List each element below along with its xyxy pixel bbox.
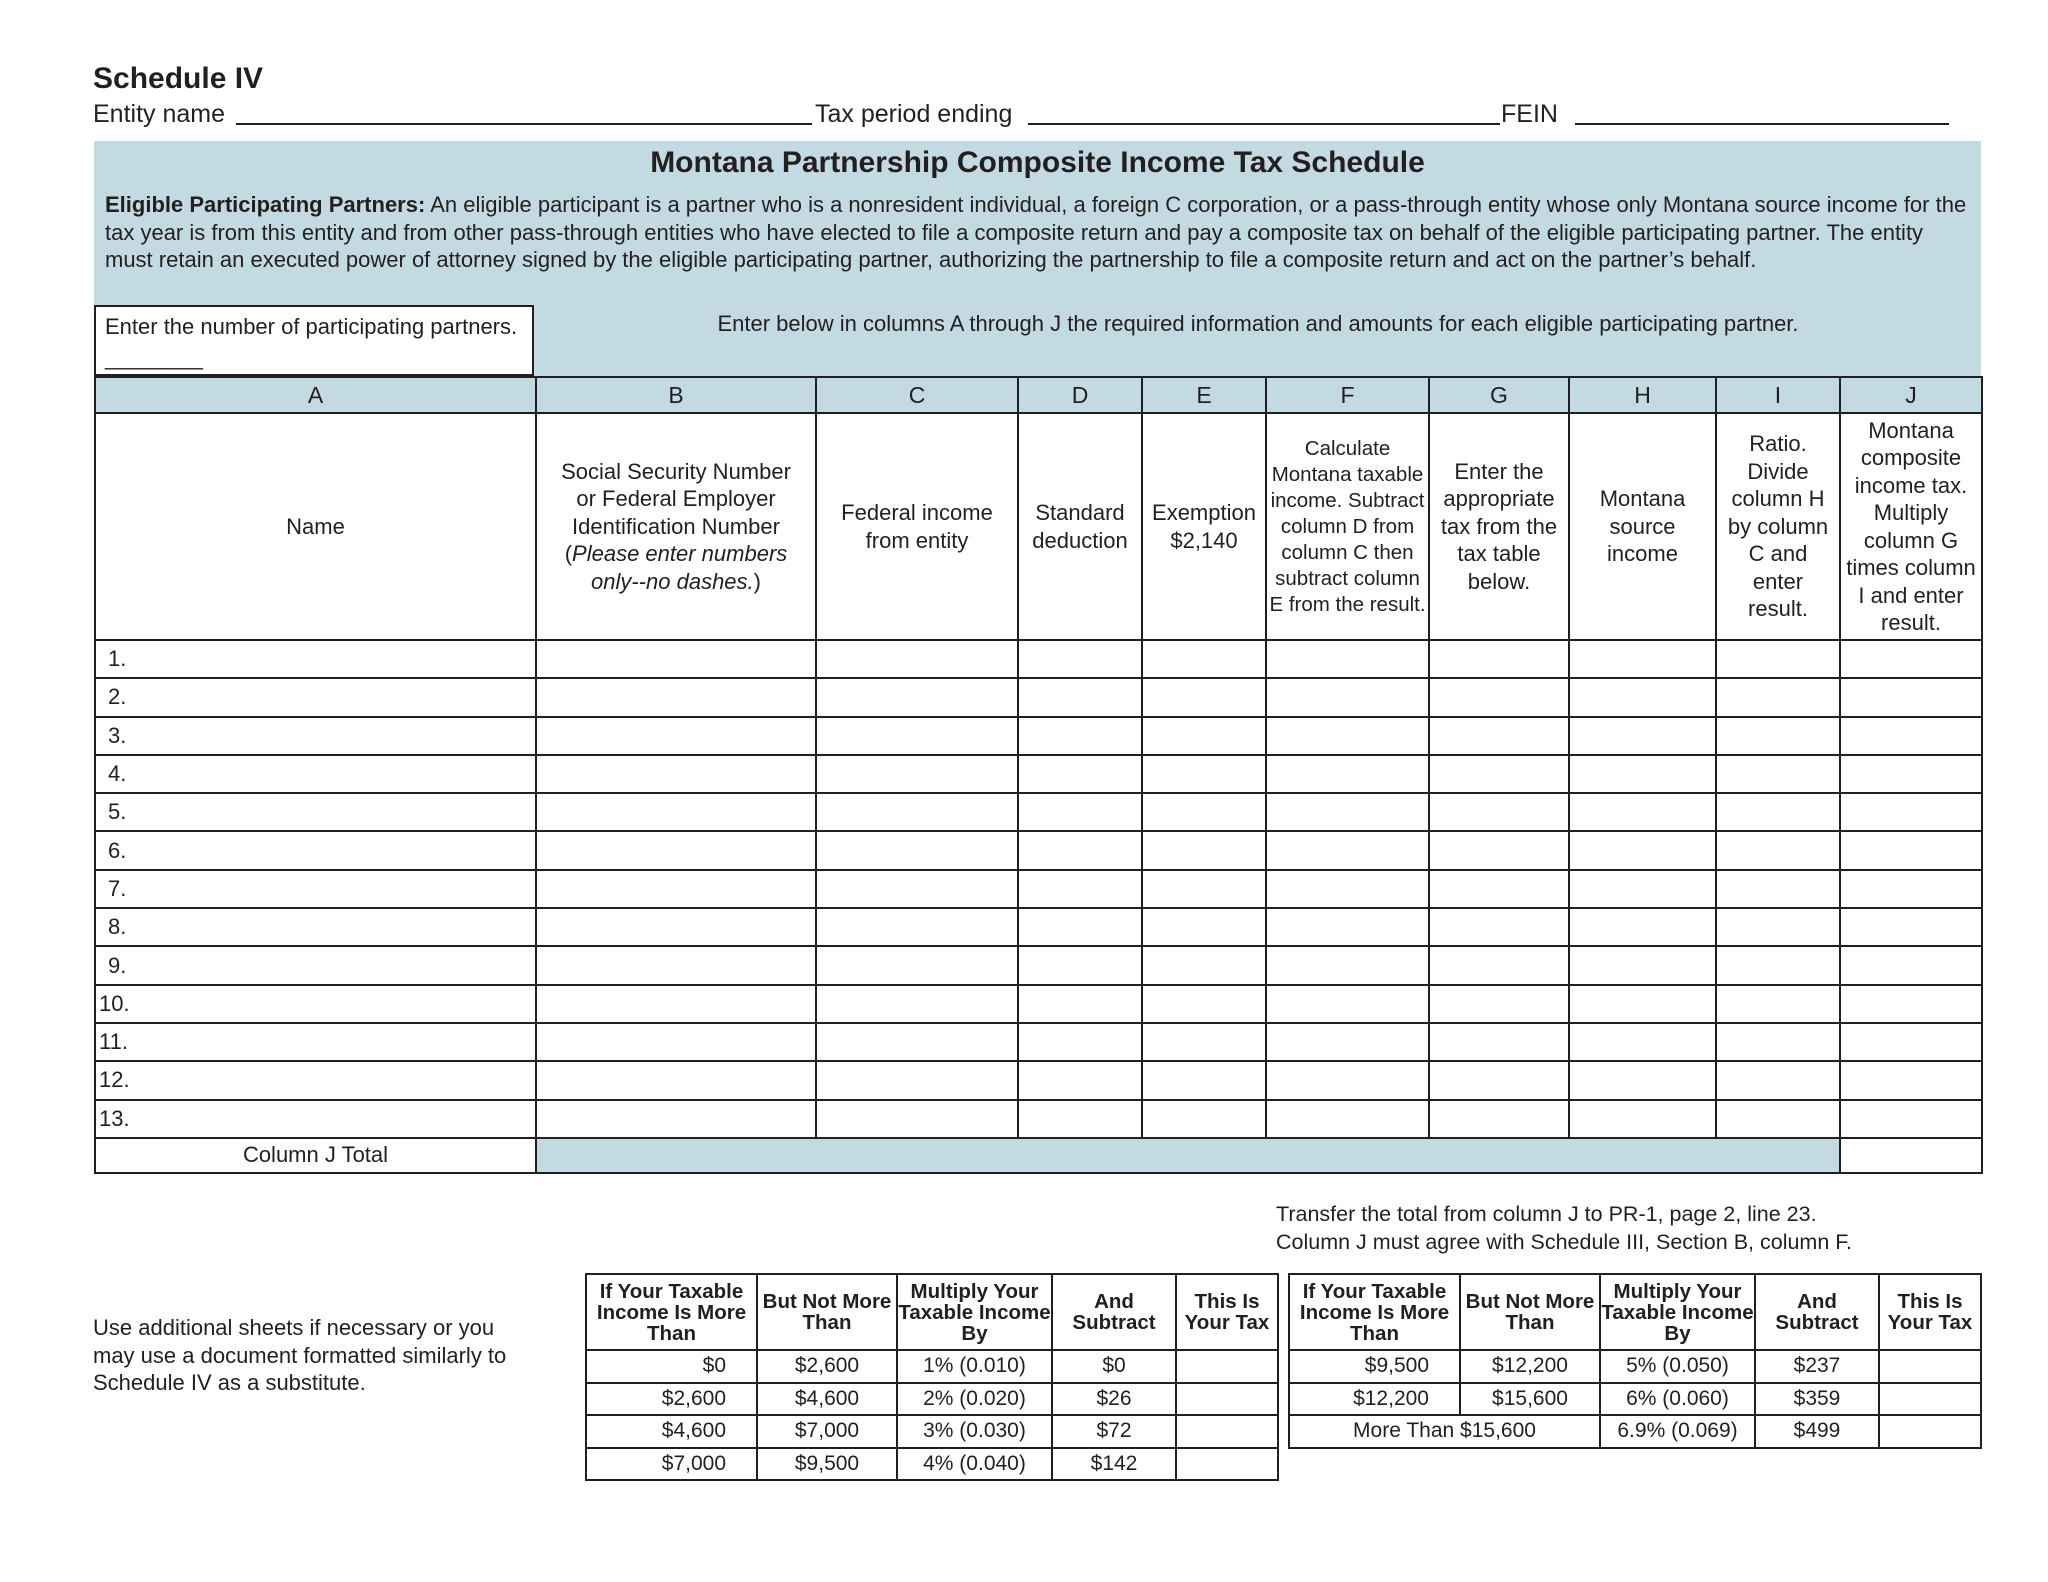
- cell[interactable]: [816, 831, 1018, 869]
- cell[interactable]: [1716, 793, 1840, 831]
- entity-name-label: Entity name: [93, 100, 226, 128]
- col-letter-i: I: [1716, 377, 1840, 413]
- cell[interactable]: [1142, 755, 1266, 793]
- cell[interactable]: [1569, 1100, 1716, 1138]
- cell[interactable]: [1142, 793, 1266, 831]
- th-subtract: And Subtract: [1052, 1274, 1176, 1350]
- cell[interactable]: [1569, 985, 1716, 1023]
- fein-field[interactable]: [1575, 101, 1949, 125]
- cell[interactable]: [536, 1100, 816, 1138]
- cell[interactable]: [1266, 1023, 1429, 1061]
- cell[interactable]: [1266, 755, 1429, 793]
- cell[interactable]: [1716, 1100, 1840, 1138]
- cell[interactable]: [1266, 717, 1429, 755]
- th-your-tax: This Is Your Tax: [1879, 1274, 1981, 1350]
- more-than-last: More Than $15,600: [1289, 1415, 1600, 1448]
- cell[interactable]: [536, 1023, 816, 1061]
- cell[interactable]: [1840, 908, 1982, 946]
- not-more-than: $15,600: [1460, 1383, 1600, 1416]
- your-tax-field[interactable]: [1176, 1350, 1278, 1383]
- cell[interactable]: [1266, 946, 1429, 984]
- cell[interactable]: [1429, 640, 1569, 678]
- tax-table-row: [586, 1448, 1278, 1481]
- table-row: [95, 1061, 1982, 1099]
- cell[interactable]: [1840, 755, 1982, 793]
- cell[interactable]: [1429, 870, 1569, 908]
- cell[interactable]: [816, 1061, 1018, 1099]
- table-row: [95, 1100, 1982, 1138]
- cell[interactable]: [536, 985, 816, 1023]
- table-row: [95, 870, 1982, 908]
- cell[interactable]: [1429, 1023, 1569, 1061]
- column-j-total-label: Column J Total: [95, 1138, 536, 1173]
- cell[interactable]: [536, 870, 816, 908]
- cell[interactable]: [536, 717, 816, 755]
- your-tax-field[interactable]: [1879, 1415, 1981, 1448]
- cell[interactable]: [1429, 985, 1569, 1023]
- cell[interactable]: [1429, 793, 1569, 831]
- subtract: $72: [1052, 1415, 1176, 1448]
- rate: 3% (0.030): [897, 1415, 1052, 1448]
- th-not-more-than: But Not More Than: [757, 1274, 897, 1350]
- cell[interactable]: [1716, 1061, 1840, 1099]
- cell[interactable]: [1142, 640, 1266, 678]
- th-your-tax: This Is Your Tax: [1176, 1274, 1278, 1350]
- header-ratio: Ratio. Divide column H by column C and enter result.: [1716, 413, 1840, 640]
- cell[interactable]: [1018, 985, 1142, 1023]
- cell[interactable]: [1569, 640, 1716, 678]
- subtract: $359: [1755, 1383, 1879, 1416]
- col-letter-b: B: [536, 377, 816, 413]
- eligible-partners-label: Eligible Participating Partners:: [105, 192, 426, 217]
- cell[interactable]: [1142, 1023, 1266, 1061]
- partners-table: [94, 376, 1983, 1174]
- cell[interactable]: [816, 755, 1018, 793]
- tax-period-field[interactable]: [1028, 101, 1500, 125]
- cell[interactable]: [1142, 908, 1266, 946]
- form-title: Montana Partnership Composite Income Tax Schedule: [650, 146, 1425, 179]
- column-headers-row: [95, 413, 1982, 640]
- transfer-note-line2: Column J must agree with Schedule III, Section B, column F.: [1276, 1230, 1852, 1254]
- row-number[interactable]: 12.: [95, 1061, 536, 1099]
- not-more-than: $9,500: [757, 1448, 897, 1481]
- subtract: $499: [1755, 1415, 1879, 1448]
- rate: 2% (0.020): [897, 1383, 1052, 1416]
- num-partners-text: [105, 311, 525, 373]
- cell[interactable]: [1840, 793, 1982, 831]
- col-letter-f: F: [1266, 377, 1429, 413]
- cell[interactable]: [1266, 793, 1429, 831]
- cell[interactable]: [1142, 831, 1266, 869]
- row-number[interactable]: 13.: [95, 1100, 536, 1138]
- not-more-than: $4,600: [757, 1383, 897, 1416]
- cell[interactable]: [1569, 678, 1716, 716]
- subtract: $142: [1052, 1448, 1176, 1481]
- cell[interactable]: [1018, 908, 1142, 946]
- rate: 4% (0.040): [897, 1448, 1052, 1481]
- row-number[interactable]: 8.: [95, 908, 536, 946]
- th-multiply: Multiply Your Taxable Income By: [897, 1274, 1052, 1350]
- cell[interactable]: [1018, 946, 1142, 984]
- cell[interactable]: [1840, 831, 1982, 869]
- cell[interactable]: [1716, 678, 1840, 716]
- tax-period-label: Tax period ending: [815, 100, 1013, 128]
- rate: 6.9% (0.069): [1600, 1415, 1755, 1448]
- cell[interactable]: [1840, 640, 1982, 678]
- not-more-than: $2,600: [757, 1350, 897, 1383]
- cell[interactable]: [1018, 640, 1142, 678]
- cell[interactable]: [536, 946, 816, 984]
- tax-table-row: [1289, 1383, 1981, 1416]
- table-row: [95, 793, 1982, 831]
- row-number[interactable]: 10.: [95, 985, 536, 1023]
- col-letter-e: E: [1142, 377, 1266, 413]
- subtract: $0: [1052, 1350, 1176, 1383]
- eligible-partners-body: An eligible participant is a partner who is a nonresident individual, a foreign C corporation, or a pass-through entity whose only Montana source income for the tax year is from this entity and from other pass-through entities who have elected to file a composite return and pay a composite tax on behalf of the eligible participating partner. The entity must retain an executed power of attorney signed by the eligible participating partner, authorizing the partnership to file a composite return and act on the partner’s behalf.: [105, 192, 1967, 272]
- table-row: [95, 946, 1982, 984]
- more-than: $7,000: [586, 1448, 757, 1481]
- header-ssn-text: Social Security Number or Federal Employer Identification Number (: [561, 458, 791, 567]
- subtract: $237: [1755, 1350, 1879, 1383]
- cell[interactable]: [1569, 755, 1716, 793]
- row-number[interactable]: 4.: [95, 755, 536, 793]
- tax-table-row: [1289, 1350, 1981, 1383]
- cell[interactable]: [1840, 870, 1982, 908]
- cell[interactable]: [1266, 1061, 1429, 1099]
- cell[interactable]: [1569, 946, 1716, 984]
- cell[interactable]: [536, 755, 816, 793]
- cell[interactable]: [1569, 793, 1716, 831]
- cell[interactable]: [1266, 908, 1429, 946]
- more-than: $12,200: [1289, 1383, 1460, 1416]
- cell[interactable]: [1569, 1061, 1716, 1099]
- cell[interactable]: [1569, 870, 1716, 908]
- table-row: [95, 831, 1982, 869]
- row-number[interactable]: 6.: [95, 831, 536, 869]
- your-tax-field[interactable]: [1176, 1383, 1278, 1416]
- cell[interactable]: [536, 793, 816, 831]
- cell[interactable]: [1569, 831, 1716, 869]
- your-tax-field[interactable]: [1879, 1350, 1981, 1383]
- cell[interactable]: [1840, 717, 1982, 755]
- fein-label: FEIN: [1501, 100, 1558, 128]
- cell[interactable]: [1266, 985, 1429, 1023]
- cell[interactable]: [1716, 870, 1840, 908]
- row-number[interactable]: 7.: [95, 870, 536, 908]
- cell[interactable]: [816, 1023, 1018, 1061]
- table-row: [95, 908, 1982, 946]
- cell[interactable]: [1266, 1100, 1429, 1138]
- cell[interactable]: [1266, 831, 1429, 869]
- cell[interactable]: [1142, 678, 1266, 716]
- cell[interactable]: [1840, 1023, 1982, 1061]
- col-letter-a: A: [95, 377, 536, 413]
- column-letters-row: [95, 377, 1982, 413]
- schedule-title: Schedule IV: [93, 62, 264, 95]
- col-letter-j: J: [1840, 377, 1982, 413]
- row-number[interactable]: 3.: [95, 717, 536, 755]
- cell[interactable]: [1840, 678, 1982, 716]
- cell[interactable]: [816, 1100, 1018, 1138]
- cell[interactable]: [1429, 831, 1569, 869]
- cell[interactable]: [1266, 640, 1429, 678]
- cell[interactable]: [1429, 946, 1569, 984]
- row-number[interactable]: 9.: [95, 946, 536, 984]
- tax-table-right: [1288, 1273, 1982, 1449]
- tax-table-header: [586, 1274, 1278, 1350]
- cell[interactable]: [1266, 678, 1429, 716]
- total-row: [95, 1138, 1982, 1173]
- cell[interactable]: [1429, 717, 1569, 755]
- cell[interactable]: [1716, 946, 1840, 984]
- cell[interactable]: [1840, 985, 1982, 1023]
- transfer-note-line1: Transfer the total from column J to PR-1, page 2, line 23.: [1276, 1202, 1817, 1226]
- cell[interactable]: [1716, 908, 1840, 946]
- cell[interactable]: [1716, 831, 1840, 869]
- your-tax-field[interactable]: [1176, 1448, 1278, 1481]
- cell[interactable]: [1840, 1061, 1982, 1099]
- cell[interactable]: [1018, 755, 1142, 793]
- cell[interactable]: [1266, 870, 1429, 908]
- row-number[interactable]: 1.: [95, 640, 536, 678]
- row-number[interactable]: 11.: [95, 1023, 536, 1061]
- cell[interactable]: [1716, 717, 1840, 755]
- cell[interactable]: [1569, 908, 1716, 946]
- additional-sheets-note: Use additional sheets if necessary or you may use a document formatted similarly to Schedule IV as a substitute.: [93, 1315, 507, 1395]
- th-multiply: Multiply Your Taxable Income By: [1600, 1274, 1755, 1350]
- cell[interactable]: [1716, 640, 1840, 678]
- cell[interactable]: [1716, 755, 1840, 793]
- cell[interactable]: [1018, 1100, 1142, 1138]
- cell[interactable]: [1429, 755, 1569, 793]
- tax-table-row: [586, 1383, 1278, 1416]
- total-shaded-area: [536, 1138, 1840, 1173]
- cell[interactable]: [1142, 1100, 1266, 1138]
- cell[interactable]: [1018, 717, 1142, 755]
- table-row: [95, 717, 1982, 755]
- col-letter-c: C: [816, 377, 1018, 413]
- more-than: $0: [586, 1350, 757, 1383]
- cell[interactable]: [536, 640, 816, 678]
- cell[interactable]: [1429, 1100, 1569, 1138]
- cell[interactable]: [536, 678, 816, 716]
- column-j-total-field[interactable]: [1840, 1138, 1982, 1173]
- header-ssn-fein: [536, 413, 816, 640]
- cell[interactable]: [1716, 985, 1840, 1023]
- cell[interactable]: [1018, 1061, 1142, 1099]
- table-row: [95, 985, 1982, 1023]
- more-than: $9,500: [1289, 1350, 1460, 1383]
- cell[interactable]: [1142, 717, 1266, 755]
- cell[interactable]: [816, 793, 1018, 831]
- cell[interactable]: [816, 985, 1018, 1023]
- col-letter-d: D: [1018, 377, 1142, 413]
- transfer-note: [1276, 1200, 1852, 1256]
- rate: 1% (0.010): [897, 1350, 1052, 1383]
- more-than: $2,600: [586, 1383, 757, 1416]
- enter-below-instruction: Enter below in columns A through J the required information and amounts for each eligible participating partner.: [717, 311, 1799, 336]
- cell[interactable]: [536, 831, 816, 869]
- cell[interactable]: [816, 946, 1018, 984]
- cell[interactable]: [1429, 678, 1569, 716]
- cell[interactable]: [1142, 985, 1266, 1023]
- cell[interactable]: [1569, 717, 1716, 755]
- row-number[interactable]: 2.: [95, 678, 536, 716]
- table-row: [95, 640, 1982, 678]
- row-number[interactable]: 5.: [95, 793, 536, 831]
- entity-name-field[interactable]: [236, 101, 812, 125]
- cell[interactable]: [816, 717, 1018, 755]
- header-exemption: Exemption $2,140: [1142, 413, 1266, 640]
- your-tax-field[interactable]: [1879, 1383, 1981, 1416]
- cell[interactable]: [536, 908, 816, 946]
- cell[interactable]: [1569, 1023, 1716, 1061]
- tax-table-left: [585, 1273, 1279, 1481]
- cell[interactable]: [1716, 1023, 1840, 1061]
- header-ssn-italic: Please enter numbers only--no dashes.: [572, 541, 788, 594]
- tax-table-header: [1289, 1274, 1981, 1350]
- table-row: [95, 1023, 1982, 1061]
- tax-table-row: [1289, 1415, 1981, 1448]
- cell[interactable]: [1142, 1061, 1266, 1099]
- cell[interactable]: [1429, 1061, 1569, 1099]
- num-partners-input[interactable]: ________: [105, 345, 203, 370]
- header-ssn-close: ): [753, 568, 761, 594]
- col-letter-h: H: [1569, 377, 1716, 413]
- cell[interactable]: [816, 640, 1018, 678]
- subtract: $26: [1052, 1383, 1176, 1416]
- cell[interactable]: [1429, 908, 1569, 946]
- header-name: Name: [95, 413, 536, 640]
- cell[interactable]: [1142, 870, 1266, 908]
- cell[interactable]: [1018, 678, 1142, 716]
- header-tax-from-table: Enter the appropriate tax from the tax table below.: [1429, 413, 1569, 640]
- cell[interactable]: [536, 1061, 816, 1099]
- cell[interactable]: [1840, 1100, 1982, 1138]
- cell[interactable]: [1018, 1023, 1142, 1061]
- cell[interactable]: [1840, 946, 1982, 984]
- cell[interactable]: [816, 908, 1018, 946]
- tax-table-row: [586, 1350, 1278, 1383]
- rate: 5% (0.050): [1600, 1350, 1755, 1383]
- cell[interactable]: [816, 870, 1018, 908]
- header-standard-deduction: Standard deduction: [1018, 413, 1142, 640]
- your-tax-field[interactable]: [1176, 1415, 1278, 1448]
- table-row: [95, 678, 1982, 716]
- col-letter-g: G: [1429, 377, 1569, 413]
- cell[interactable]: [1142, 946, 1266, 984]
- eligible-partners-text: [105, 191, 1975, 274]
- not-more-than: $12,200: [1460, 1350, 1600, 1383]
- more-than: $4,600: [586, 1415, 757, 1448]
- header-montana-source-income: Montana source income: [1569, 413, 1716, 640]
- cell[interactable]: [1018, 831, 1142, 869]
- header-montana-taxable-income: Calculate Montana taxable income. Subtract column D from column C then subtract column E from the result.: [1266, 413, 1429, 640]
- table-row: [95, 755, 1982, 793]
- cell[interactable]: [1018, 870, 1142, 908]
- th-more-than: If Your Taxable Income Is More Than: [1289, 1274, 1460, 1350]
- cell[interactable]: [1018, 793, 1142, 831]
- rate: 6% (0.060): [1600, 1383, 1755, 1416]
- cell[interactable]: [816, 678, 1018, 716]
- header-composite-tax: Montana composite income tax. Multiply column G times column I and enter result.: [1840, 413, 1982, 640]
- th-not-more-than: But Not More Than: [1460, 1274, 1600, 1350]
- not-more-than: $7,000: [757, 1415, 897, 1448]
- num-partners-label: Enter the number of participating partners.: [105, 314, 518, 339]
- tax-table-row: [586, 1415, 1278, 1448]
- header-federal-income: Federal income from entity: [816, 413, 1018, 640]
- th-subtract: And Subtract: [1755, 1274, 1879, 1350]
- th-more-than: If Your Taxable Income Is More Than: [586, 1274, 757, 1350]
